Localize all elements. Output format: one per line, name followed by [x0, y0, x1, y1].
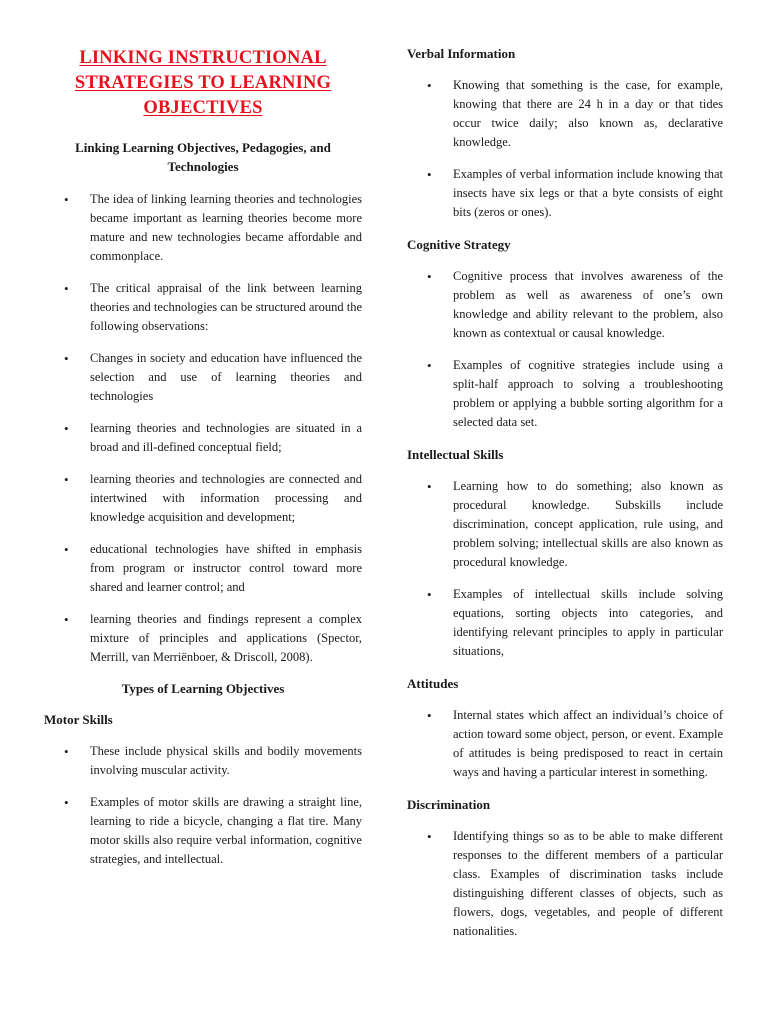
list-item: • The critical appraisal of the link between learning theories and technologies can be structured around the following observations: [44, 279, 362, 336]
left-column [44, 0, 362, 869]
motor-skills-heading: Motor Skills [44, 712, 113, 727]
attitudes-list [407, 706, 723, 782]
attitudes-heading: Attitudes [407, 676, 459, 691]
linking-bullet-list [44, 190, 362, 667]
document-title [44, 46, 362, 121]
right-column [407, 0, 723, 941]
list-item: • learning theories and findings represent a complex mixture of principles and applications (Spector, Merrill, van Merriënboer, & Driscoll, 2008). [44, 610, 362, 667]
list-item: • Learning how to do something; also known as procedural knowledge. Subskills include discrimination, concept application, rule using, and problem solving; intellectual skills are also known as procedural knowledge. [407, 477, 723, 572]
list-item: • learning theories and technologies are situated in a broad and ill-defined conceptual field; [44, 419, 362, 457]
list-item: • learning theories and technologies are connected and intertwined with information processing and knowledge acquisition and development; [44, 470, 362, 527]
list-item: • Identifying things so as to be able to make different responses to the different members of a particular class. Examples of discrimination tasks include distinguishing different classes of objects, such as flowers, dogs, vegetables, and people of different nationalities. [407, 827, 723, 941]
title-line: STRATEGIES TO LEARNING [74, 73, 332, 93]
list-item: • These include physical skills and bodily movements involving muscular activity. [44, 742, 362, 780]
list-item: • Examples of intellectual skills include solving equations, sorting objects into categories, and identifying relevant principles to apply in particular situations, [407, 585, 723, 661]
section-subheading: Linking Learning Objectives, Pedagogies, and Technologies [75, 140, 331, 174]
list-item: • Knowing that something is the case, for example, knowing that there are 24 h in a day or that tides occur twice daily; also known as, declarative knowledge. [407, 76, 723, 152]
list-item: • Examples of cognitive strategies include using a split-half approach to solving a troubleshooting problem or applying a bubble sorting algorithm for a selected data set. [407, 356, 723, 432]
types-heading: Types of Learning Objectives [121, 681, 285, 696]
title-line: LINKING INSTRUCTIONAL [79, 48, 327, 68]
motor-skills-list [44, 742, 362, 869]
discrimination-list [407, 827, 723, 941]
verbal-information-list [407, 76, 723, 222]
list-item: • Examples of motor skills are drawing a straight line, learning to ride a bicycle, changing a flat tire. Many motor skills also require verbal information, cognitive strategies, and intellectual. [44, 793, 362, 869]
list-item: • The idea of linking learning theories and technologies became important as learning theories become more mature and new technologies became affordable and commonplace. [44, 190, 362, 266]
verbal-information-heading: Verbal Information [407, 46, 516, 61]
list-item: • Examples of verbal information include knowing that insects have six legs or that a byte consists of eight bits (zeros or ones). [407, 165, 723, 222]
discrimination-heading: Discrimination [407, 797, 491, 812]
list-item: • Internal states which affect an individual’s choice of action toward some object, person, or event. Example of attitudes is being predisposed to react in certain ways and having a particular interest in something. [407, 706, 723, 782]
list-item: • Changes in society and education have influenced the selection and use of learning theories and technologies [44, 349, 362, 406]
list-item: • Cognitive process that involves awareness of the problem as well as awareness of one’s own knowledge and ability relevant to the problem, also known as contextual or causal knowledge. [407, 267, 723, 343]
intellectual-skills-heading: Intellectual Skills [407, 447, 504, 462]
title-line: OBJECTIVES [143, 98, 263, 118]
intellectual-skills-list [407, 477, 723, 661]
list-item: • educational technologies have shifted in emphasis from program or instructor control toward more shared and learner control; and [44, 540, 362, 597]
cognitive-strategy-list [407, 267, 723, 432]
cognitive-strategy-heading: Cognitive Strategy [407, 237, 511, 252]
